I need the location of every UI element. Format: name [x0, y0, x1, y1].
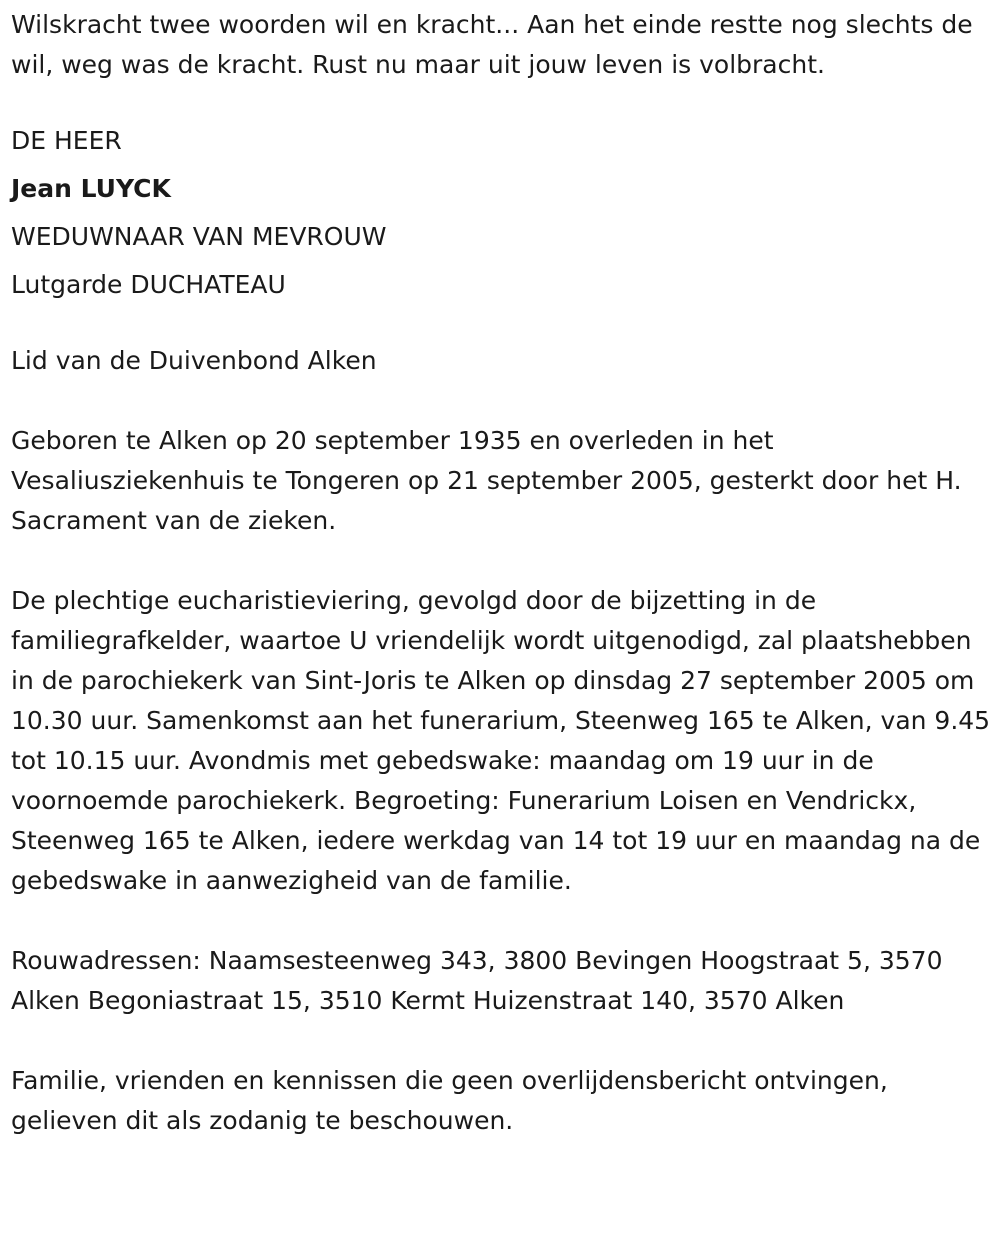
obituary-document: [11, 5, 996, 1141]
spacer: [11, 85, 996, 117]
spacer: [11, 901, 996, 941]
spouse-name: Lutgarde DUCHATEAU: [11, 270, 286, 299]
honorific-title: DE HEER: [11, 126, 122, 155]
closing-paragraph: Familie, vrienden en kennissen die geen overlijdensbericht ontvingen, gelieven dit als zodanig te beschouwen.: [11, 1066, 888, 1135]
spacer: [11, 309, 996, 341]
birth-death-paragraph: Geboren te Alken op 20 september 1935 en overleden in het Vesaliusziekenhuis te Tongeren op 21 september 2005, gesterkt door het H. Sacrament van de zieken.: [11, 426, 962, 535]
intro-poem: Wilskracht twee woorden wil en kracht... Aan het einde restte nog slechts de wil, weg was de kracht. Rust nu maar uit jouw leven is volbracht.: [11, 10, 973, 79]
deceased-name: Jean LUYCK: [11, 174, 171, 203]
membership-line: Lid van de Duivenbond Alken: [11, 346, 377, 375]
spacer: [11, 381, 996, 421]
spacer: [11, 1021, 996, 1061]
ceremony-paragraph: De plechtige eucharistieviering, gevolgd door de bijzetting in de familiegrafkelder, waartoe U vriendelijk wordt uitgenodigd, zal plaatshebben in de parochiekerk van Sint-Joris te Alken op dinsdag 27 september 2005 om 10.30 uur. Samenkomst aan het funerarium, Steenweg 165 te Alken, van 9.45 tot 10.15 uur. Avondmis met gebedswake: maandag om 19 uur in de voornoemde parochiekerk. Begroeting: Funerarium Loisen en Vendrickx, Steenweg 165 te Alken, iedere werkdag van 14 tot 19 uur en maandag na de gebedswake in aanwezigheid van de familie.: [11, 586, 991, 895]
spacer: [11, 541, 996, 581]
addresses-paragraph: Rouwadressen: Naamsesteenweg 343, 3800 Bevingen Hoogstraat 5, 3570 Alken Begoniastraat 15, 3510 Kermt Huizenstraat 140, 3570 Alken: [11, 946, 943, 1015]
relation-line: WEDUWNAAR VAN MEVROUW: [11, 222, 387, 251]
